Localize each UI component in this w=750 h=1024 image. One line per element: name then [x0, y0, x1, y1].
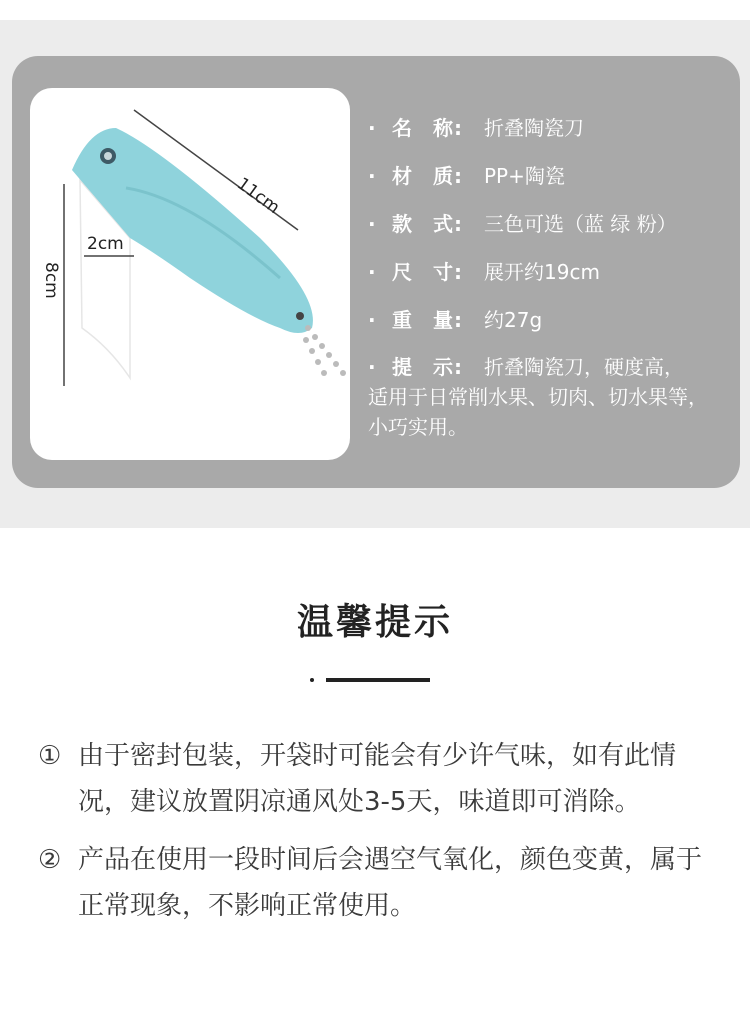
spec-value: 折叠陶瓷刀: [484, 116, 584, 140]
spec-value: 三色可选（蓝 绿 粉）: [484, 212, 677, 236]
spec-value: 约27g: [484, 308, 543, 332]
spec-tip-continuation: 适用于日常削水果、切肉、切水果等，小巧实用。: [368, 385, 708, 439]
tip-text: 由于密封包装，开袋时可能会有少许气味，如有此情况，建议放置阴凉通风处3-5天，味道即可消除。: [78, 741, 677, 817]
spec-row-weight: [368, 304, 730, 352]
spec-row-size: [368, 256, 730, 304]
bullet: ·: [368, 164, 376, 188]
section-title: 温馨提示: [296, 602, 453, 643]
bullet: ·: [368, 308, 376, 332]
tip-item: [38, 837, 718, 929]
product-photo: [30, 88, 350, 460]
spec-label: 款 式:: [392, 212, 463, 236]
title-divider: [310, 677, 430, 683]
spec-row-material: [368, 160, 730, 208]
spec-label: 材 质:: [392, 164, 463, 188]
spec-row-style: [368, 208, 730, 256]
spec-list: [368, 112, 730, 442]
bullet: ·: [368, 260, 376, 284]
knife-illustration: [30, 88, 350, 460]
spec-value: 折叠陶瓷刀，硬度高，: [484, 355, 684, 379]
spec-label: 名 称:: [392, 116, 463, 140]
bullet: ·: [368, 355, 376, 379]
tip-number: ②: [38, 845, 62, 875]
tip-text: 产品在使用一段时间后会遇空气氧化，颜色变黄，属于正常现象，不影响正常使用。: [78, 845, 703, 921]
tip-item: [38, 733, 718, 825]
spec-label: 尺 寸:: [392, 260, 463, 284]
spec-label: 重 量:: [392, 308, 463, 332]
bullet: ·: [368, 116, 376, 140]
tips-list: [38, 733, 718, 941]
spec-row-name: [368, 112, 730, 160]
width-dim-label: 2cm: [87, 234, 124, 254]
bullet: ·: [368, 212, 376, 236]
height-dim-label: 8cm: [41, 262, 61, 299]
divider-dot: [310, 678, 314, 682]
spec-value: 展开约19cm: [484, 260, 600, 284]
length-dim-label: 11cm: [233, 173, 284, 218]
tip-number: ①: [38, 741, 62, 771]
spec-row-tip: [368, 352, 730, 382]
divider-line: [326, 678, 430, 682]
spec-value: PP+陶瓷: [484, 164, 565, 188]
spec-label: 提 示:: [392, 355, 463, 379]
